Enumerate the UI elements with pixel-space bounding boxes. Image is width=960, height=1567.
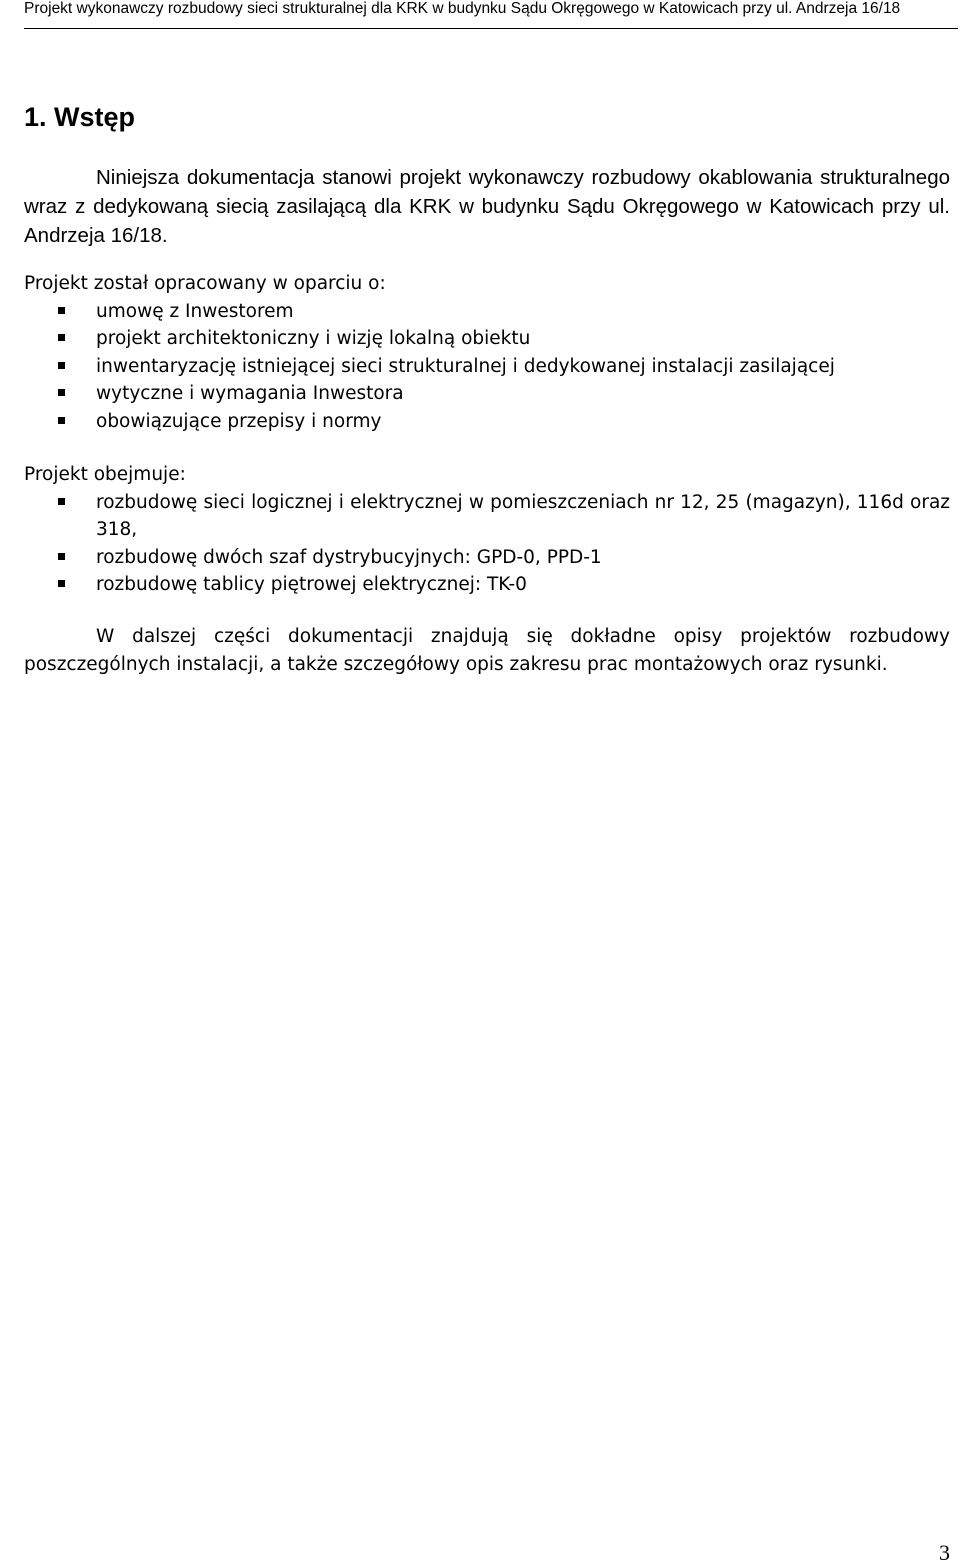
basis-item — [24, 408, 950, 436]
header-divider — [24, 28, 958, 29]
page-number: 3 — [939, 1540, 950, 1565]
scope-item-text: rozbudowę dwóch szaf dystrybucyjnych: GPD-0, PPD-1 — [96, 546, 602, 568]
basis-item-text: umowę z Inwestorem — [96, 300, 294, 322]
scope-item — [24, 489, 950, 544]
basis-list — [24, 298, 950, 436]
running-header: Projekt wykonawczy rozbudowy sieci strukturalnej dla KRK w budynku Sądu Okręgowego w Katowicach przy ul. Andrzeja 16/18 — [24, 0, 901, 17]
scope-lead: Projekt obejmuje: — [24, 464, 186, 485]
basis-item-text: obowiązujące przepisy i normy — [96, 410, 382, 432]
scope-block — [24, 461, 950, 599]
basis-item — [24, 325, 950, 353]
square-bullet-icon — [58, 389, 65, 396]
square-bullet-icon — [58, 334, 65, 341]
scope-item-text: rozbudowę sieci logicznej i elektrycznej w pomieszczeniach nr 12, 25 (magazyn), 116d oraz 318, — [96, 491, 950, 540]
basis-item-text: projekt architektoniczny i wizję lokalną obiektu — [96, 328, 531, 349]
basis-lead: Projekt został opracowany w oparciu o: — [24, 273, 386, 294]
section-heading: 1. Wstęp — [24, 102, 136, 132]
basis-item-text: wytyczne i wymagania Inwestora — [96, 383, 404, 404]
basis-item — [24, 298, 950, 326]
square-bullet-icon — [58, 498, 65, 505]
scope-list — [24, 489, 950, 599]
closing-paragraph: W dalszej części dokumentacji znajdują się dokładne opisy projektów rozbudowy poszczególnych instalacji, a także szczegółowy opis zakresu prac montażowych oraz rysunki. — [24, 626, 950, 675]
basis-block — [24, 270, 950, 435]
basis-item-text: inwentaryzację istniejącej sieci strukturalnej i dedykowanej instalacji zasilającej — [96, 355, 835, 377]
square-bullet-icon — [58, 417, 65, 424]
basis-item — [24, 380, 950, 408]
scope-item-text: rozbudowę tablicy piętrowej elektrycznej: TK-0 — [96, 574, 527, 595]
intro-paragraph: Niniejsza dokumentacja stanowi projekt wykonawczy rozbudowy okablowania strukturalnego wraz z dedykowaną siecią zasilającą dla KRK w budynku Sądu Okręgowego w Katowicach przy ul. Andrzeja 16/18. — [24, 166, 950, 247]
square-bullet-icon — [58, 580, 65, 587]
basis-item — [24, 353, 950, 381]
square-bullet-icon — [58, 553, 65, 560]
square-bullet-icon — [58, 362, 65, 369]
square-bullet-icon — [58, 307, 65, 314]
scope-item — [24, 571, 950, 599]
scope-item — [24, 544, 950, 572]
